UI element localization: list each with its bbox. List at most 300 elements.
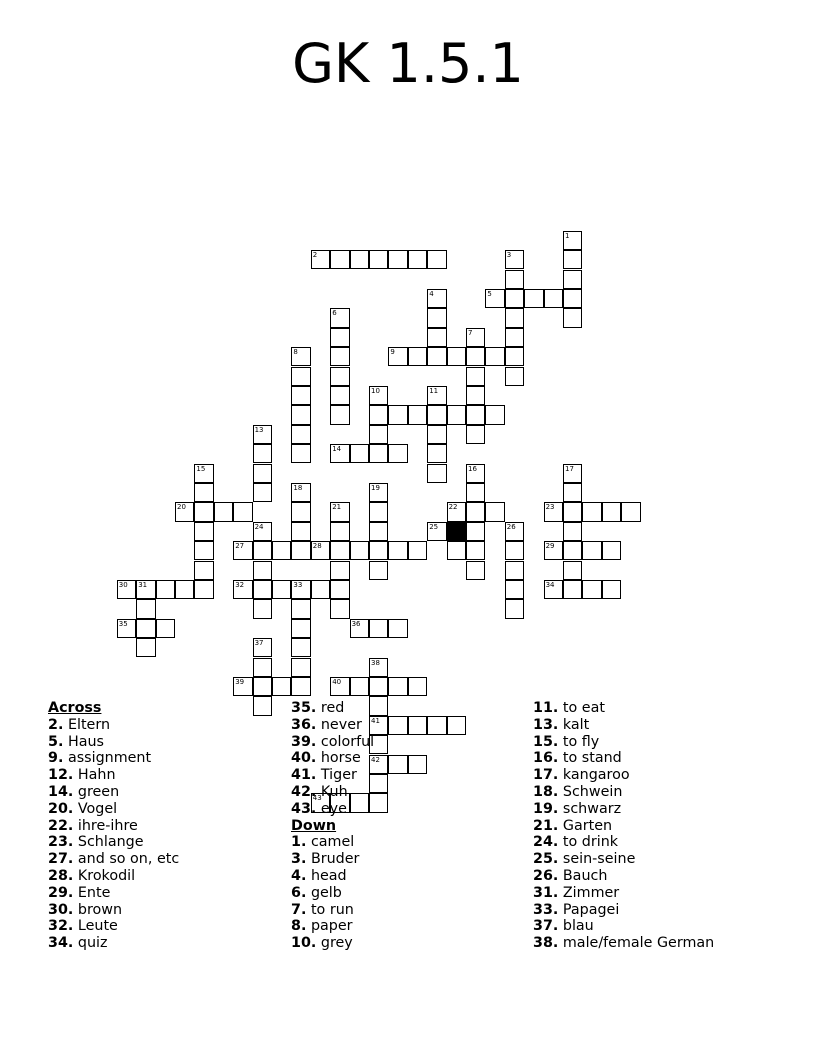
clue-number-label: 40. [291, 750, 317, 767]
grid-cell[interactable] [311, 250, 330, 269]
clue-text: Papagei [562, 901, 620, 918]
grid-cell[interactable] [117, 619, 136, 638]
clue-item [48, 935, 179, 952]
clue-number-label: 5. [48, 733, 64, 750]
grid-cell[interactable] [253, 561, 272, 580]
grid-cell[interactable] [350, 619, 369, 638]
grid-cell[interactable] [505, 561, 524, 580]
grid-cell[interactable] [544, 289, 563, 308]
clue-item [533, 851, 714, 868]
across-header: Across [48, 700, 102, 716]
clue-number-label: 32. [48, 918, 74, 935]
grid-cell[interactable] [563, 270, 582, 289]
grid-cell[interactable] [563, 522, 582, 541]
clue-text: schwarz [562, 800, 622, 817]
clue-item [291, 700, 374, 717]
clue-column-3 [533, 700, 714, 952]
clue-text: brown [77, 901, 123, 918]
grid-cell[interactable] [388, 716, 407, 735]
clue-number: 26 [506, 522, 516, 531]
clue-text: Bauch [562, 867, 608, 884]
clue-number-label: 23. [48, 834, 74, 851]
clue-text: kalt [562, 716, 590, 733]
grid-cell[interactable] [427, 347, 446, 366]
grid-cell[interactable] [427, 716, 446, 735]
grid-cell[interactable] [291, 580, 310, 599]
clue-number: 34 [545, 580, 555, 589]
grid-cell[interactable] [466, 483, 485, 502]
grid-cell[interactable] [369, 444, 388, 463]
clue-number: 22 [448, 503, 458, 512]
puzzle-title: GK 1.5.1 [292, 32, 524, 95]
grid-cell[interactable] [485, 347, 504, 366]
grid-cell[interactable] [388, 405, 407, 424]
clue-number-label: 20. [48, 800, 74, 817]
grid-cell[interactable] [563, 483, 582, 502]
grid-cell[interactable] [466, 347, 485, 366]
grid-cell[interactable] [505, 289, 524, 308]
grid-cell[interactable] [233, 580, 252, 599]
grid-cell[interactable] [369, 386, 388, 405]
clue-text: Bruder [310, 851, 360, 868]
clue-item [48, 834, 179, 851]
grid-cell[interactable] [311, 541, 330, 560]
grid-cell[interactable] [156, 580, 175, 599]
grid-cell[interactable] [253, 696, 272, 715]
clue-text: never [320, 716, 362, 733]
clue-number: 11 [429, 386, 439, 395]
clue-item [291, 717, 374, 734]
grid-cell[interactable] [194, 502, 213, 521]
clue-number: 15 [196, 464, 206, 473]
grid-cell[interactable] [136, 599, 155, 618]
grid-cell[interactable] [291, 541, 310, 560]
clue-item [48, 767, 179, 784]
clue-text: grey [320, 935, 353, 952]
grid-cell[interactable] [524, 289, 543, 308]
grid-cell[interactable] [427, 425, 446, 444]
grid-cell[interactable] [233, 541, 252, 560]
grid-cell[interactable] [369, 250, 388, 269]
grid-cell[interactable] [466, 328, 485, 347]
clue-text: Leute [77, 918, 118, 935]
clue-text: sein-seine [562, 851, 636, 868]
clue-number: 2 [312, 251, 318, 260]
clue-number-label: 6. [291, 884, 307, 901]
grid-cell[interactable] [291, 502, 310, 521]
clue-number-label: 19. [533, 800, 559, 817]
clue-number: 41 [371, 716, 380, 725]
clue-number-label: 18. [533, 783, 559, 800]
grid-cell[interactable] [253, 638, 272, 657]
grid-cell[interactable] [214, 502, 233, 521]
clue-number: 14 [332, 445, 342, 454]
grid-cell[interactable] [369, 502, 388, 521]
grid-cell[interactable] [427, 386, 446, 405]
grid-cell[interactable] [330, 599, 349, 618]
clue-number-label: 9. [48, 750, 64, 767]
grid-cell[interactable] [485, 405, 504, 424]
clue-number-label: 43. [291, 800, 317, 817]
grid-cell[interactable] [582, 502, 601, 521]
grid-cell[interactable] [253, 599, 272, 618]
grid-cell[interactable] [466, 405, 485, 424]
grid-cell[interactable] [291, 638, 310, 657]
grid-cell[interactable] [253, 658, 272, 677]
grid-cell[interactable] [291, 386, 310, 405]
grid-cell[interactable] [369, 405, 388, 424]
clue-item [48, 902, 179, 919]
grid-cell[interactable] [350, 444, 369, 463]
clue-number-label: 22. [48, 817, 74, 834]
clue-number-label: 1. [291, 834, 307, 851]
clue-number-label: 35. [291, 700, 317, 716]
grid-cell[interactable] [272, 541, 291, 560]
clue-number: 18 [293, 483, 303, 492]
clue-item [533, 717, 714, 734]
clue-text: to run [310, 901, 354, 918]
grid-cell[interactable] [233, 677, 252, 696]
clue-item [291, 767, 374, 784]
grid-cell[interactable] [505, 367, 524, 386]
grid-cell[interactable] [563, 561, 582, 580]
grid-cell[interactable] [427, 522, 446, 541]
grid-cell[interactable] [291, 444, 310, 463]
grid-cell[interactable] [505, 347, 524, 366]
grid-cell[interactable] [291, 347, 310, 366]
grid-cell[interactable] [350, 250, 369, 269]
grid-cell[interactable] [369, 522, 388, 541]
grid-cell[interactable] [427, 464, 446, 483]
grid-cell[interactable] [136, 580, 155, 599]
grid-cell[interactable] [447, 502, 466, 521]
grid-cell[interactable] [505, 308, 524, 327]
grid-cell[interactable] [466, 425, 485, 444]
clue-number: 3 [506, 251, 512, 260]
grid-cell[interactable] [505, 580, 524, 599]
grid-cell[interactable] [505, 522, 524, 541]
grid-cell[interactable] [466, 541, 485, 560]
grid-cell[interactable] [253, 677, 272, 696]
grid-cell[interactable] [427, 308, 446, 327]
clue-number: 42 [371, 755, 380, 764]
grid-cell[interactable] [311, 580, 330, 599]
grid-cell[interactable] [466, 386, 485, 405]
clue-number: 32 [235, 580, 245, 589]
grid-cell[interactable] [253, 444, 272, 463]
grid-cell[interactable] [582, 541, 601, 560]
grid-cell[interactable] [330, 502, 349, 521]
clue-number: 6 [332, 309, 337, 318]
grid-cell[interactable] [194, 561, 213, 580]
grid-cell[interactable] [544, 541, 563, 560]
grid-cell[interactable] [136, 619, 155, 638]
grid-cell[interactable] [563, 580, 582, 599]
grid-cell[interactable] [291, 522, 310, 541]
grid-cell[interactable] [466, 561, 485, 580]
clue-number: 24 [254, 522, 264, 531]
grid-cell[interactable] [388, 755, 407, 774]
clue-number: 30 [118, 580, 128, 589]
clue-number: 21 [332, 503, 342, 512]
grid-cell[interactable] [291, 483, 310, 502]
grid-cell[interactable] [253, 522, 272, 541]
grid-cell[interactable] [563, 464, 582, 483]
grid-cell[interactable] [427, 289, 446, 308]
clue-number-label: 21. [533, 817, 559, 834]
clue-text: quiz [77, 935, 108, 952]
clue-item [533, 834, 714, 851]
clue-item [291, 834, 374, 851]
grid-cell[interactable] [194, 464, 213, 483]
clue-item [533, 818, 714, 835]
grid-cell[interactable] [388, 347, 407, 366]
grid-cell[interactable] [447, 347, 466, 366]
grid-cell[interactable] [330, 444, 349, 463]
grid-cell[interactable] [117, 580, 136, 599]
grid-cell[interactable] [408, 716, 427, 735]
grid-cell[interactable] [175, 580, 194, 599]
clue-number-label: 28. [48, 867, 74, 884]
grid-cell[interactable] [291, 658, 310, 677]
grid-cell[interactable] [427, 444, 446, 463]
clue-text: to drink [562, 834, 619, 851]
grid-cell[interactable] [330, 405, 349, 424]
grid-cell[interactable] [194, 483, 213, 502]
grid-cell[interactable] [253, 464, 272, 483]
clue-number-label: 15. [533, 733, 559, 750]
clue-item [48, 717, 179, 734]
grid-cell[interactable] [544, 502, 563, 521]
grid-cell[interactable] [466, 464, 485, 483]
grid-cell[interactable] [369, 541, 388, 560]
clue-number-label: 8. [291, 918, 307, 935]
grid-cell[interactable] [330, 308, 349, 327]
grid-cell[interactable] [563, 541, 582, 560]
grid-cell[interactable] [253, 483, 272, 502]
grid-cell[interactable] [505, 328, 524, 347]
grid-cell[interactable] [194, 580, 213, 599]
clue-item [48, 750, 179, 767]
clue-number: 20 [177, 503, 186, 512]
grid-cell[interactable] [388, 444, 407, 463]
down-header: Down [291, 817, 337, 834]
clue-number-label: 30. [48, 901, 74, 918]
clue-number-label: 16. [533, 750, 559, 767]
grid-cell[interactable] [447, 716, 466, 735]
grid-cell[interactable] [291, 425, 310, 444]
clue-number: 19 [371, 483, 380, 492]
grid-cell[interactable] [427, 405, 446, 424]
grid-cell[interactable] [485, 289, 504, 308]
grid-cell[interactable] [272, 580, 291, 599]
clue-text: Schwein [562, 783, 623, 800]
grid-cell[interactable] [582, 580, 601, 599]
clue-number: 16 [468, 464, 477, 473]
clue-text: colorful [320, 733, 375, 750]
clue-number-label: 13. [533, 716, 559, 733]
grid-cell[interactable] [330, 250, 349, 269]
clue-text: to fly [562, 733, 600, 750]
grid-cell[interactable] [388, 250, 407, 269]
clue-number: 35 [118, 619, 128, 628]
clue-item [533, 885, 714, 902]
clue-number: 43 [312, 794, 322, 803]
clue-number: 13 [254, 425, 264, 434]
clue-number-label: 42. [291, 783, 317, 800]
grid-cell[interactable] [253, 580, 272, 599]
clue-number-label: 4. [291, 867, 307, 884]
grid-cell[interactable] [156, 619, 175, 638]
clue-item [48, 851, 179, 868]
grid-cell[interactable] [330, 677, 349, 696]
grid-cell[interactable] [602, 541, 621, 560]
clue-number-label: 7. [291, 901, 307, 918]
grid-cell[interactable] [408, 541, 427, 560]
clue-item [48, 818, 179, 835]
clue-item [48, 885, 179, 902]
grid-cell[interactable] [505, 250, 524, 269]
grid-cell[interactable] [369, 619, 388, 638]
clue-text: camel [310, 834, 355, 851]
grid-cell[interactable] [291, 599, 310, 618]
grid-cell[interactable] [427, 328, 446, 347]
grid-cell[interactable] [291, 619, 310, 638]
grid-block [447, 522, 466, 541]
clue-number-label: 26. [533, 867, 559, 884]
grid-cell[interactable] [291, 405, 310, 424]
clue-number: 28 [312, 542, 322, 551]
clue-text: Vogel [77, 800, 118, 817]
grid-cell[interactable] [330, 541, 349, 560]
clue-text: Eltern [67, 716, 111, 733]
grid-cell[interactable] [136, 638, 155, 657]
grid-cell[interactable] [194, 541, 213, 560]
grid-cell[interactable] [369, 677, 388, 696]
clue-number-label: 11. [533, 700, 559, 716]
clue-item [48, 784, 179, 801]
clue-number: 31 [138, 580, 148, 589]
grid-cell[interactable] [621, 502, 640, 521]
clue-item [533, 918, 714, 935]
grid-cell[interactable] [544, 580, 563, 599]
grid-cell[interactable] [253, 541, 272, 560]
grid-cell[interactable] [447, 405, 466, 424]
grid-cell[interactable] [330, 561, 349, 580]
clue-number-label: 24. [533, 834, 559, 851]
grid-cell[interactable] [330, 386, 349, 405]
grid-cell[interactable] [602, 580, 621, 599]
clue-text: blau [562, 918, 594, 935]
clue-number-label: 27. [48, 851, 74, 868]
grid-cell[interactable] [466, 522, 485, 541]
clue-item [533, 734, 714, 751]
grid-cell[interactable] [408, 347, 427, 366]
clue-text: head [310, 867, 347, 884]
clue-number: 10 [371, 386, 380, 395]
clue-text: horse [320, 750, 361, 767]
grid-cell[interactable] [505, 541, 524, 560]
grid-cell[interactable] [194, 522, 213, 541]
grid-cell[interactable] [563, 502, 582, 521]
clue-number: 36 [351, 619, 361, 628]
grid-cell[interactable] [350, 541, 369, 560]
grid-cell[interactable] [505, 270, 524, 289]
grid-cell[interactable] [272, 677, 291, 696]
clue-text: assignment [67, 750, 152, 767]
clue-number: 27 [235, 542, 245, 551]
grid-cell[interactable] [291, 367, 310, 386]
grid-cell[interactable] [388, 541, 407, 560]
grid-cell[interactable] [408, 405, 427, 424]
clue-text: green [77, 783, 120, 800]
grid-cell[interactable] [330, 522, 349, 541]
grid-cell[interactable] [330, 328, 349, 347]
clue-text: male/female German [562, 935, 715, 952]
clue-number: 9 [390, 348, 395, 357]
grid-cell[interactable] [330, 347, 349, 366]
grid-cell[interactable] [330, 580, 349, 599]
clue-number: 25 [429, 522, 439, 531]
clue-number: 4 [429, 289, 434, 298]
grid-cell[interactable] [485, 502, 504, 521]
clue-number-label: 41. [291, 767, 317, 784]
grid-cell[interactable] [233, 502, 252, 521]
clue-text: Garten [562, 817, 613, 834]
clue-text: to stand [562, 750, 622, 767]
grid-cell[interactable] [291, 677, 310, 696]
clue-number-label: 33. [533, 901, 559, 918]
grid-cell[interactable] [563, 308, 582, 327]
clue-number-label: 17. [533, 767, 559, 784]
grid-cell[interactable] [408, 250, 427, 269]
grid-cell[interactable] [350, 677, 369, 696]
grid-cell[interactable] [408, 755, 427, 774]
grid-cell[interactable] [369, 561, 388, 580]
grid-cell[interactable] [563, 289, 582, 308]
clue-text: to eat [562, 700, 605, 716]
clue-item [533, 868, 714, 885]
grid-cell[interactable] [427, 250, 446, 269]
clue-text: and so on, etc [77, 851, 180, 868]
grid-cell[interactable] [408, 677, 427, 696]
grid-cell[interactable] [369, 483, 388, 502]
grid-cell[interactable] [466, 502, 485, 521]
clue-item [533, 935, 714, 952]
grid-cell[interactable] [175, 502, 194, 521]
grid-cell[interactable] [563, 250, 582, 269]
grid-cell[interactable] [563, 231, 582, 250]
grid-cell[interactable] [330, 367, 349, 386]
grid-cell[interactable] [388, 677, 407, 696]
grid-cell[interactable] [369, 658, 388, 677]
grid-cell[interactable] [466, 367, 485, 386]
clue-text: Krokodil [77, 867, 136, 884]
clue-text: Schlange [77, 834, 144, 851]
grid-cell[interactable] [369, 425, 388, 444]
grid-cell[interactable] [253, 425, 272, 444]
clue-item [291, 885, 374, 902]
grid-cell[interactable] [505, 599, 524, 618]
clue-item [291, 918, 374, 935]
clue-number-label: 38. [533, 935, 559, 952]
grid-cell[interactable] [447, 541, 466, 560]
clue-number: 17 [565, 464, 574, 473]
grid-cell[interactable] [602, 502, 621, 521]
grid-cell[interactable] [388, 619, 407, 638]
clue-number-label: 25. [533, 851, 559, 868]
clue-number: 37 [254, 639, 264, 648]
